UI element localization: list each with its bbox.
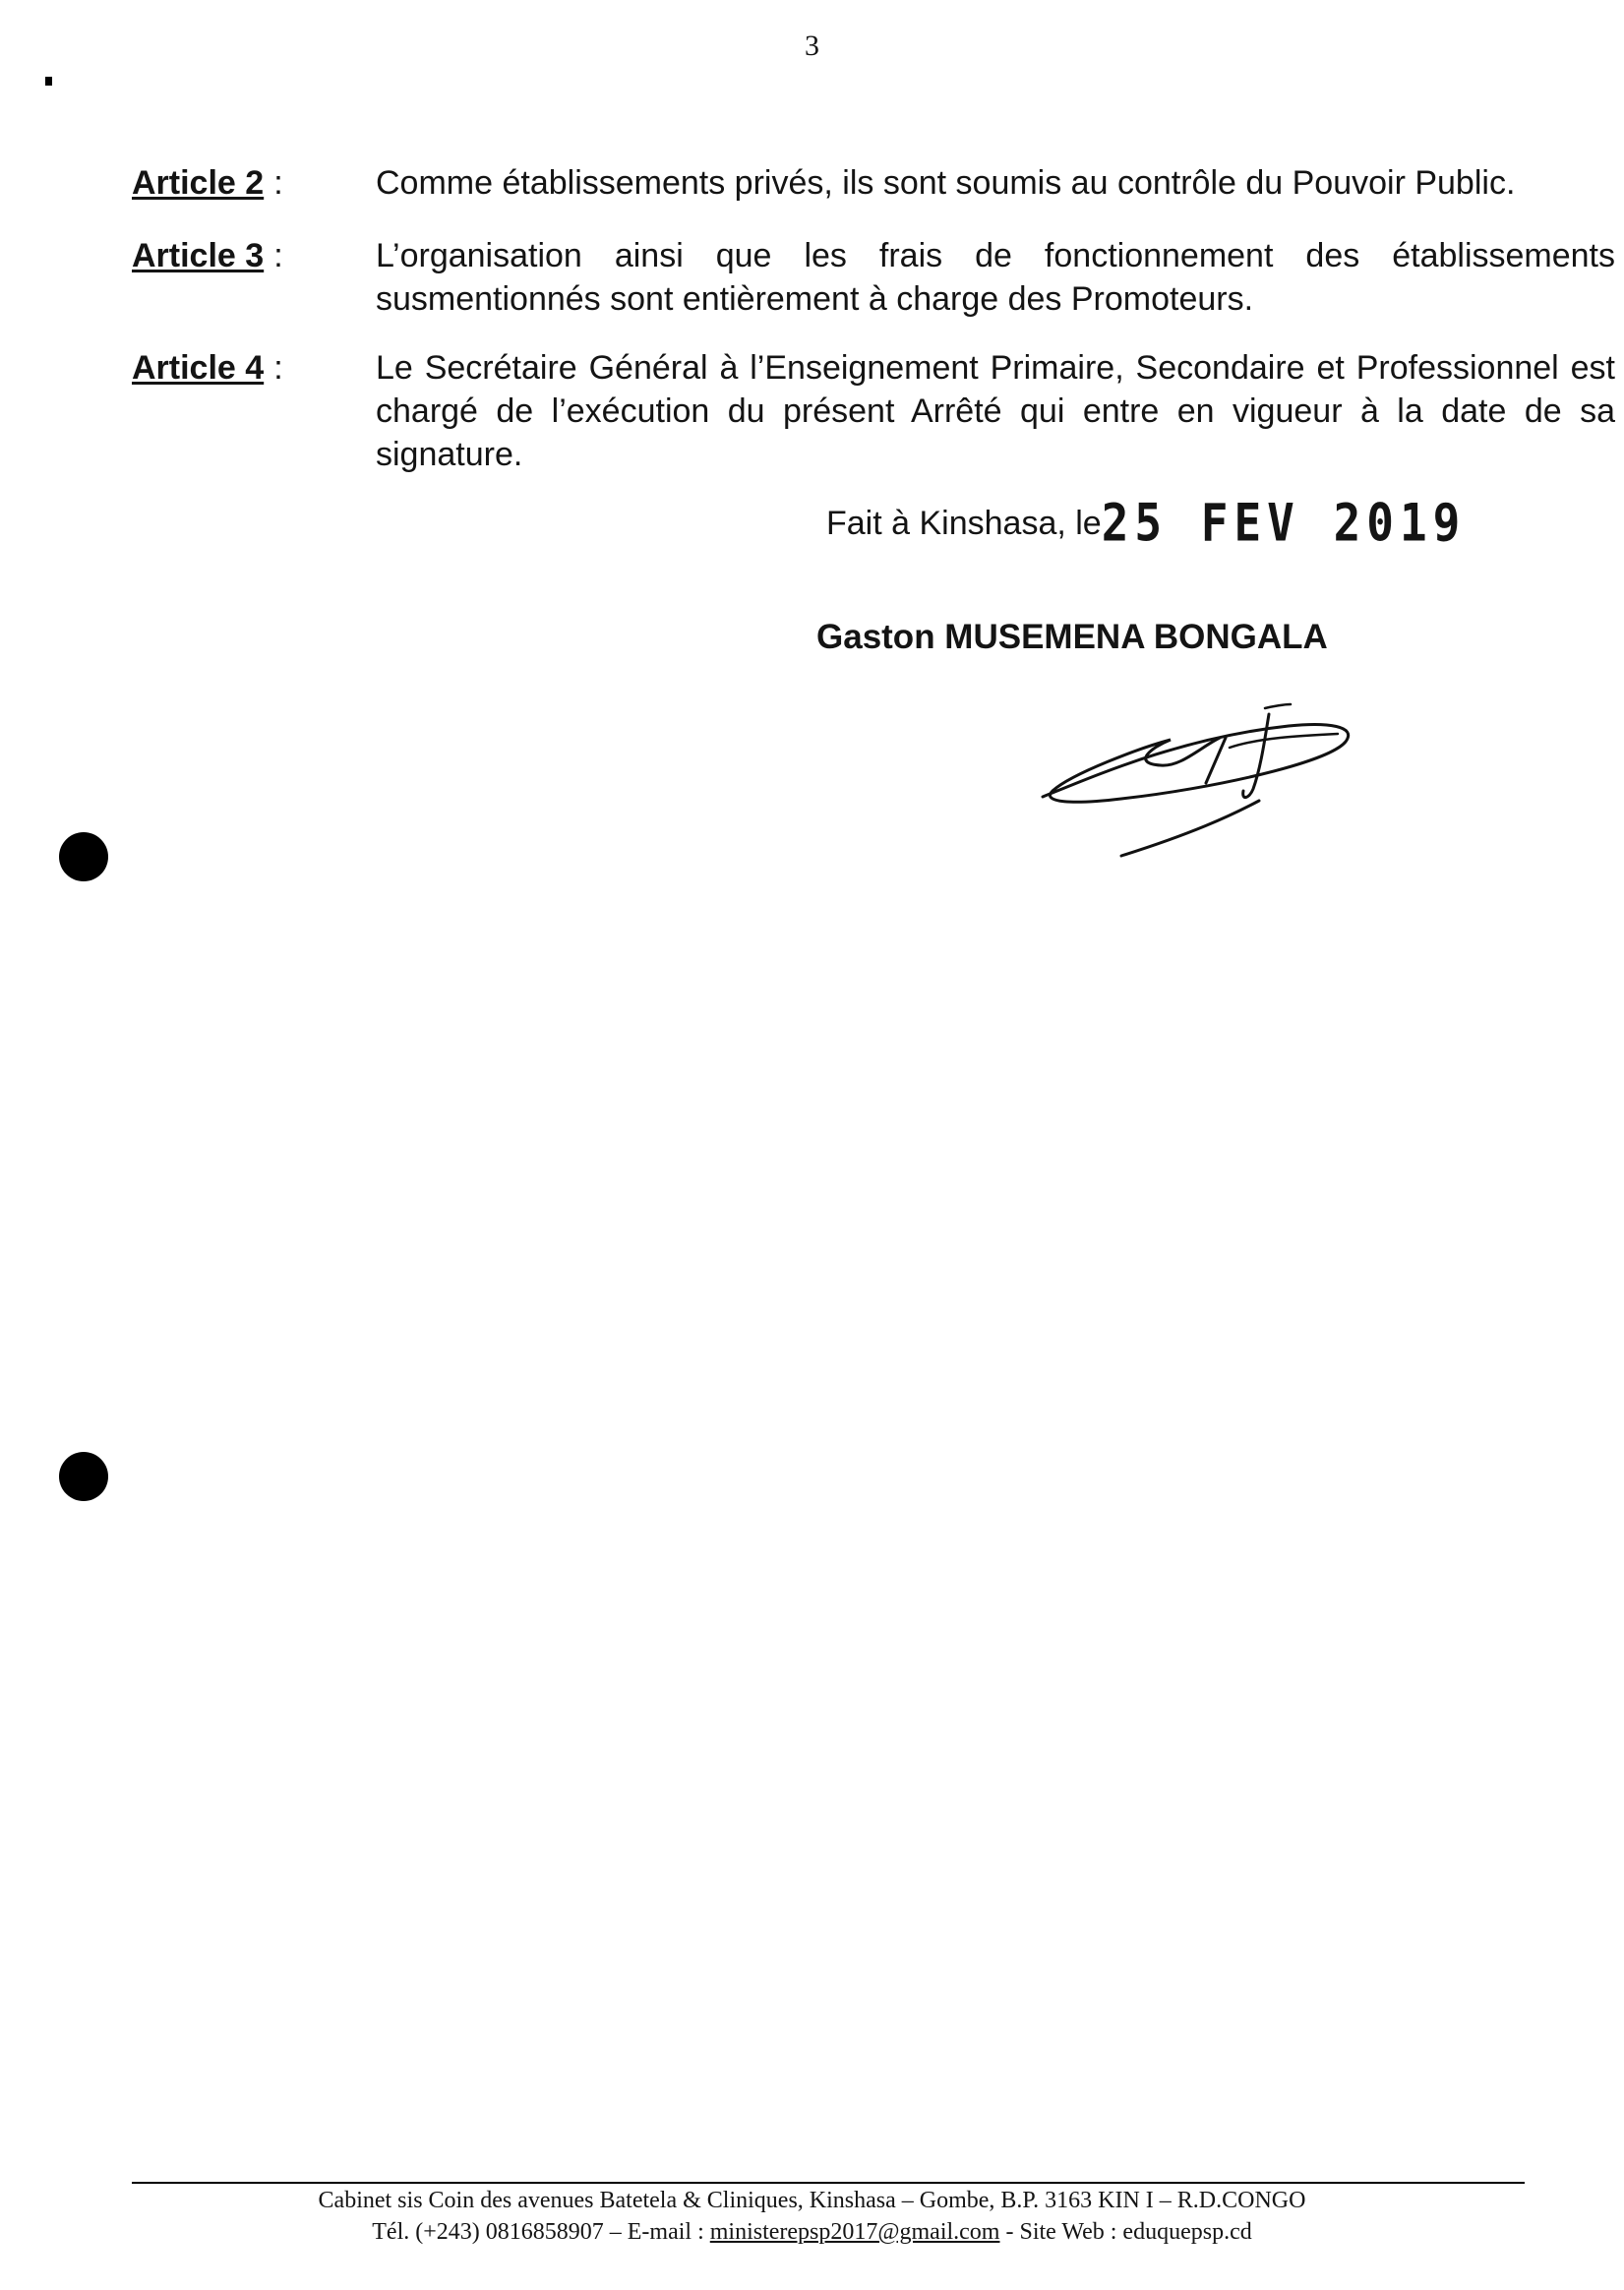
- article-label: [132, 161, 348, 205]
- punch-hole: [59, 832, 108, 881]
- footer-contact: [0, 2219, 1624, 2246]
- scan-speck: [45, 77, 52, 86]
- article-colon: :: [273, 349, 283, 387]
- date-stamp: 25 FEV 2019: [1101, 491, 1467, 554]
- signatory-name: Gaston MUSEMENA BONGALA: [816, 618, 1328, 656]
- punch-hole: [59, 1452, 108, 1501]
- footer-divider: [132, 2182, 1525, 2184]
- footer-address: Cabinet sis Coin des avenues Batetela & Cliniques, Kinshasa – Gombe, B.P. 3163 KIN I – R.D.CONGO: [318, 2188, 1306, 2213]
- footer-website: - Site Web : eduquepsp.cd: [999, 2219, 1252, 2245]
- signature-icon: [1033, 679, 1367, 875]
- article-number: Article 3: [132, 237, 265, 274]
- article-text: Comme établissements privés, ils sont soumis au contrôle du Pouvoir Public.: [376, 164, 1516, 202]
- footer-phone: Tél. (+243) 0816858907 – E-mail :: [372, 2219, 710, 2245]
- article-label: [132, 346, 348, 390]
- article-number: Article 2: [132, 164, 265, 202]
- footer-email-link[interactable]: ministerepsp2017@gmail.com: [709, 2219, 1000, 2245]
- page-number: 3: [805, 30, 819, 62]
- article-text: L’organisation ainsi que les frais de fonctionnement des établissements susmentionnés sont entièrement à charge des Promoteurs.: [376, 237, 1615, 318]
- place-and-date: [826, 491, 1467, 554]
- handwritten-signature: [1033, 679, 1367, 880]
- place-text: Fait à Kinshasa, le: [826, 505, 1102, 542]
- article-text: Le Secrétaire Général à l’Enseignement Primaire, Secondaire et Professionnel est chargé de l’exécution du présent Arrêté qui entre en vigueur à la date de sa signature.: [376, 349, 1615, 473]
- article-label: [132, 234, 348, 277]
- article-number: Article 4: [132, 349, 265, 387]
- article-colon: :: [273, 164, 283, 202]
- article-colon: :: [273, 237, 283, 274]
